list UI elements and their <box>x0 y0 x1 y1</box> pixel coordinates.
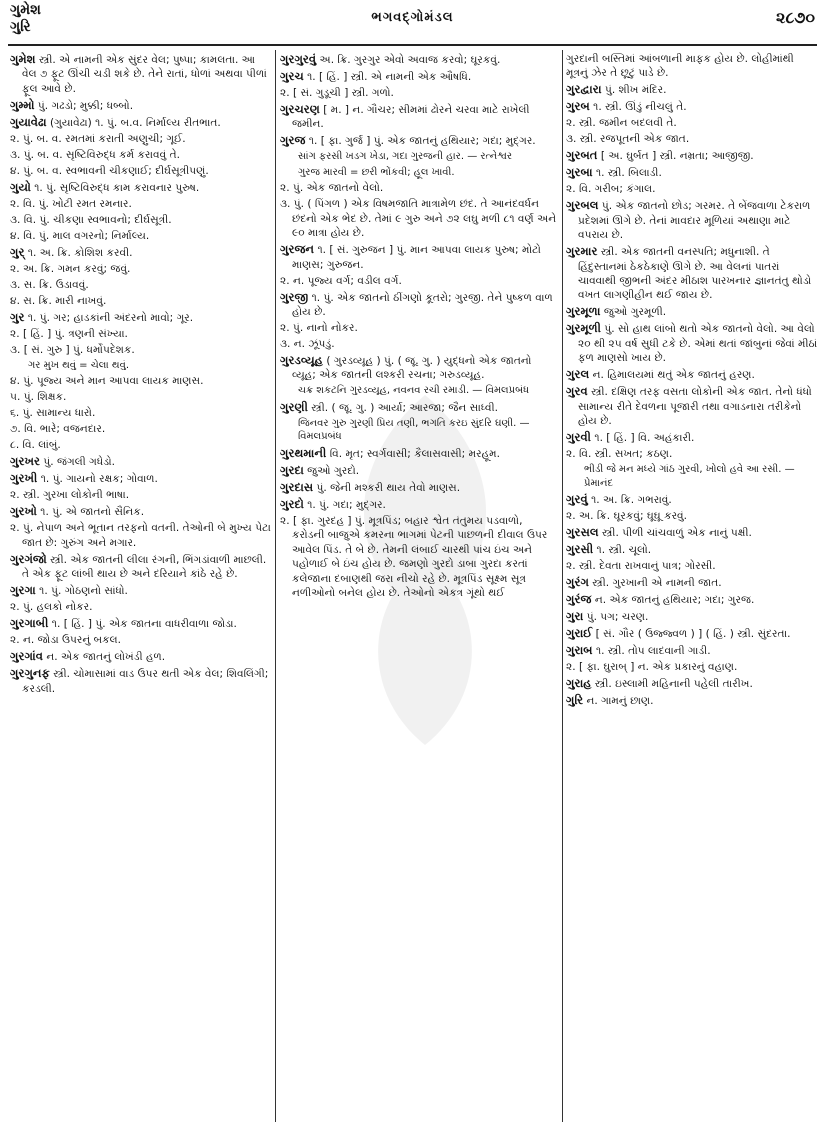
dictionary-entry <box>280 133 558 148</box>
dictionary-entry <box>10 245 271 260</box>
headword: ગુરાબ <box>566 643 593 658</box>
dictionary-entry <box>566 165 818 180</box>
sub-definition: ૪. પું. બ. વ. સ્વભાવની ચીકણાઈ; દીર્ઘસૂત્રીપણું. <box>10 164 209 177</box>
sub-definition: ૮. વિ. લાંબું. <box>10 439 61 452</box>
headword: ગુરગંજો <box>10 551 47 566</box>
headword: ગુરલ <box>566 367 590 382</box>
headword: ગુરવી <box>566 430 591 445</box>
sub-definition: ૨. પું. હલકો નોકર. <box>10 601 93 614</box>
sub-definition: ૨. [ ફા. ઘુરાબ્ ] ન. એક પ્રકારનું વહાણ. <box>566 661 738 674</box>
page-number: ૨૮૭૦ <box>776 8 815 27</box>
dictionary-entry <box>566 542 818 557</box>
definition-text: જુઓ ગુરમૂળી. <box>603 306 667 319</box>
definition-text: ૧. [ હિં. ] પું. એક જાતના વાધરીવાળા જોડા. <box>51 618 237 631</box>
dictionary-entry <box>280 353 558 383</box>
headword: ગુયાવેઢા <box>10 114 47 129</box>
definition-text: જુઓ ગુરદો. <box>307 464 360 477</box>
headword: ગુરખર <box>10 454 40 469</box>
definition-text: સ્ત્રી. ગુરખાની એ નામની જાત. <box>592 577 722 590</box>
definition-text: ૧. [ ફા. ગુર્જ ] પું. એક જાતનું હથિયાર; ગદા; મુદ્ગર. <box>308 135 536 148</box>
dictionary-entry <box>10 98 271 113</box>
headword: ગુરંજ <box>566 592 592 607</box>
sub-definition: ૨. અ. ક્રિ. ગમન કરવું; જવું. <box>10 262 131 275</box>
definition-text: સ્ત્રી. એક જાતની વનસ્પતિ; મધુનાશી. તે હિંદુસ્તાનમાં ઠેકઠેકાણે ઊગે છે. આ વેલનાં પાતરાં ચાવવાથી જીભની અંદર મીઠાશ પારખનાર જ્ઞાનતંતુ થોડો વખત લાગણીહીન થઈ જાય છે. <box>578 246 812 302</box>
dictionary-entry <box>280 290 558 320</box>
headword: ગુરવું <box>566 492 588 507</box>
definition-text: ૧. [ હિં. ] વિ. અહંકારી. <box>594 432 695 445</box>
column-right <box>566 52 818 1120</box>
definition-text: ૧. સ્ત્રી. ઊંડું નીચલું તે. <box>593 101 687 114</box>
continued-text: ગુરદાની બસ્તિમાં આંબળાની માફક હોય છે. લોહીમાંથી મૂત્રનું ઝેર તે છૂટું પાડે છે. <box>566 53 794 80</box>
definition-text: ન. ગામનું છાણ. <box>586 695 654 708</box>
headword: ગુરા <box>566 609 584 624</box>
dictionary-entry <box>566 525 818 540</box>
headword: ગુરદ્વારા <box>566 82 602 97</box>
sub-definition: ૪. વિ. પું. માલ વગરનો; નિર્માલ્ય. <box>10 229 150 242</box>
definition-text: ૧. [ સં. ગુરુજન ] પું. માન આપવા લાયક પુરુષ; મોટો માણસ; ગુરુજન. <box>292 244 541 271</box>
sub-definition: ૨. [ સં. ગુડૂચી ] સ્ત્રી. ગળો. <box>280 87 394 99</box>
definition-text: ૧. સ્ત્રી. તોપ લાદવાની ગાડી. <box>595 645 711 658</box>
headword: ગુમેશ <box>10 52 36 66</box>
headword: ગુરગુરવું <box>280 52 317 66</box>
dictionary-entry <box>566 592 818 607</box>
headword: ગુરગુનફ <box>10 666 50 681</box>
headword: ગુમ્મો <box>10 97 35 112</box>
dictionary-entry <box>10 504 271 519</box>
sub-definition: ૩. સ્ત્રી. રજપૂતની એક જાત. <box>566 133 690 146</box>
definition-text: ૧. પું. એ જાતનો સૈનિક. <box>40 506 145 519</box>
headword: ગુરખો <box>10 504 37 519</box>
quotation: ગુરજ મારવી = છરી ભોંકવી; હૂલ ખાવી. <box>298 166 455 178</box>
sub-definition: ૩. ન. ઝૂંપડું. <box>280 338 335 351</box>
sub-definition: ૪. પું. પૂજ્ય અને માન આપવા લાયક માણસ. <box>10 375 204 388</box>
definition-text: સ્ત્રી. ( જૂ. ગુ. ) આર્યા; આરજા; જૈન સાધ્વી. <box>311 401 499 414</box>
dictionary-entry <box>566 626 818 641</box>
sub-definition: ૩. વિ. પું. ચીકણા સ્વભાવનો; દીર્ઘસૂત્રી. <box>10 213 172 226</box>
quotation: ગર મુખ થવું = ચેલા થવું. <box>28 359 130 371</box>
dictionary-entry <box>566 575 818 590</box>
dictionary-entry <box>566 609 818 624</box>
dictionary-entry <box>566 148 818 163</box>
headword: ગુરખી <box>10 471 38 486</box>
quotation: ભીડી જે મન મધ્યે ગાંઠ ગુરવી, ખોલો હવે આ રસી. — પ્રેમાનંદ <box>584 464 795 489</box>
dictionary-entry <box>566 82 818 97</box>
headword: ગુરાઈ <box>566 626 593 641</box>
headword: ગુરબા <box>566 165 593 180</box>
definition-text: [ મ. ] ન. ગૌચર; સીમમાં ઢોરને ચરવા માટે રાખેલી જમીન. <box>292 104 530 131</box>
dictionary-entry <box>10 454 271 469</box>
sub-definition: ૨. વિ. સ્ત્રી. સખત; કઠણ. <box>566 448 673 461</box>
definition-text: ૧. પું. સૃષ્ટિવિરુદ્ધ કામ કરાવનાર પુરુષ. <box>34 181 200 194</box>
column-middle <box>280 52 558 1120</box>
definition-text: સ્ત્રી. એક જાતની લીલા રંગની, ભિંગડાંવાળી માછલી. તે એક ફૂટ લાંબી થાય છે અને દરિયાને કાંઠે રહે છે. <box>22 553 267 581</box>
dictionary-entry <box>566 244 818 303</box>
headword: ગુરાહ <box>566 676 592 691</box>
dictionary-entry <box>566 430 818 445</box>
definition-text: [ સં. ગૌર ( ઉજ્જ્વળ ) ] ( હિં. ) સ્ત્રી. સુંદરતા. <box>595 628 791 641</box>
sub-definition: ૨. સ્ત્રી. દેવતા રાખવાનું પાત્ર; ગોરસી. <box>566 560 716 573</box>
headword: ગુરબ <box>566 99 590 114</box>
page-title: ભગવદ્ગોમંડલ <box>371 10 454 25</box>
headword: ગુરબલ <box>566 198 599 213</box>
sub-definition: ૨. પું. બ. વ. રમતમાં કરાતી અણુચી; ગૂઈ. <box>10 132 186 145</box>
definition-text: ૧. સ્ત્રી. ચૂલો. <box>596 544 652 557</box>
definition-text: (ગુયાવેઢા) ૧. પું. બ.વ. નિર્માલ્ય રીતભાત. <box>50 116 221 129</box>
sub-definition: ૭. વિ. ભારે; વજનદાર. <box>10 423 106 436</box>
definition-text: ( ગુરડવ્યૂહ ) પું. ( જૂ. ગુ. ) યુદ્ધનો એક જાતનો વ્યૂહ; એક જાતની લશ્કરી રચના; ગરુડવ્યૂહ. <box>292 355 532 382</box>
dictionary-entry <box>280 497 558 512</box>
dictionary-entry <box>10 115 271 130</box>
headword: ગુર <box>10 309 25 324</box>
dictionary-entry <box>10 649 271 664</box>
definition-text: ૧. પું. ગોઠણનો સાંધો. <box>39 585 128 598</box>
sub-definition: ૨. વિ. ગરીબ; કંગાલ. <box>566 183 656 196</box>
sub-definition: ૩. પું. બ. વ. સૃષ્ટિવિરુદ્ધ કર્મ કરાવવું તે. <box>10 148 180 161</box>
sub-definition: ૫. પું. શિક્ષક. <box>10 391 67 404</box>
dictionary-entry <box>566 198 818 242</box>
sub-definition: ૨. [ ફા. ગુરદહ ] પું. મૂત્રપિંડ; બહાર શ્વેત તંતુમય પડવાળો, કરોડની બાજુએ કમરના ભાગમાં પેટની પાછળની દીવાલ ઉપર આવેલ પિંડ. તે બે છે. તેમની લંબાઈ ચારથી પાંચ ઇંચ અને પહોળાઈ બે ઇંચ હોય છે. જમણો ગુરદો ડાબા ગુરદા કરતાં કલેજાના દબાણથી જરા નીચો રહે છે. મૂત્રપિંડ સૂક્ષ્મ સૂત્ર નળીઓનો બનેલ હોય છે. તેઓનો એકત્ર ગૂંથો થઈ <box>280 514 548 599</box>
headword: ગુરબત <box>566 148 598 163</box>
headword: ગુરજન <box>280 242 315 257</box>
dictionary-entry <box>566 367 818 382</box>
definition-text: પું. સો હાથ લાંબો થતો એક જાતનો વેલો. આ વેલો ૨૦ થી ૨૫ વર્ષ સુધી ટકે છે. એમાં થતાં જાંબુનાં જેવાં મીઠાં ફળ માણસો ખાય છે. <box>578 323 818 365</box>
definition-text: પું. શીખ મંદિર. <box>604 84 667 97</box>
headword: ગુરથમાની <box>280 445 327 460</box>
sub-definition: ૨. પું. એક જાતનો વેલો. <box>280 182 384 195</box>
dictionary-entry <box>10 471 271 486</box>
dictionary-entry <box>566 384 818 428</box>
headword: ગુરસલ <box>566 525 599 540</box>
headword: ગુરગા <box>10 583 36 598</box>
dictionary-entry <box>566 321 818 365</box>
dictionary-entry <box>280 52 558 67</box>
sub-definition: ૨. વિ. પું. ખોટી રમત રમનાર. <box>10 197 132 210</box>
dictionary-entry <box>10 552 271 582</box>
sub-definition: ૨. [ હિં. ] પું. ત્રણની સંખ્યા. <box>10 327 128 340</box>
definition-text: ૧. પું. ગાયનો રક્ષક; ગોવાળ. <box>40 473 158 486</box>
dictionary-entry <box>10 616 271 631</box>
definition-text: ન. એક જાતનું લોખંડી હળ. <box>46 651 166 664</box>
dictionary-entry <box>280 463 558 478</box>
definition-text: ૧. સ્ત્રી. બિલાડી. <box>595 167 662 180</box>
definition-text: ૧. પું. ગર; હાડકાંની અંદરનો માવો; ગૂર. <box>27 311 194 324</box>
column-divider <box>562 50 563 1122</box>
definition-text: પું. જંગલી ગધેડો. <box>43 456 116 469</box>
headword: ગુરજી <box>280 289 309 304</box>
definition-text: ૧. પું. એક જાતનો ઠીંગણો કૂતરો; ગુરજી. તેને પુષ્કળ વાળ હોય છે. <box>292 291 553 319</box>
headword: ગુરદાસ <box>280 479 314 494</box>
definition-text: પું. પગ; ચરણ. <box>586 611 649 624</box>
definition-text: સ્ત્રી. ચોમાસામાં વાડ ઉપર થતી એક વેલ; શિવલિંગી; કરડલી. <box>22 668 269 695</box>
dictionary-entry <box>280 400 558 415</box>
dictionary-entry <box>280 69 558 84</box>
headword: ગુરગાંવ <box>10 649 43 664</box>
sub-definition: ૩. [ સં. ગુરુ ] પું. ધર્મોપદેશક. <box>10 343 135 356</box>
headword: ગુરજ <box>280 133 306 148</box>
sub-definition: ૨. ન. જોડા ઉપરનું બકલ. <box>10 634 122 647</box>
quotation: ચક્ર શકટનિ ગુરડવ્યૂહ, નવનવ રચી રમાડી. — વિમલપ્રબંધ <box>298 385 530 397</box>
headword: ગુર્ <box>10 244 25 259</box>
dictionary-entry <box>566 676 818 691</box>
headword: ગુરમાર <box>566 244 598 259</box>
definition-text: ૧. પું. ગદા; મુદ્ગર. <box>307 498 386 511</box>
sub-definition: ૩. પું. ( પિંગળ ) એક વિષમજાતિ માત્રામેળ છંદ. તે આનંદવર્ધન છંદનો એક ભેદ છે. તેમાં ૯ ગુરુ અને ૭૨ લઘુ મળી ૮૧ વર્ણ અને ૯૦ માત્રા હોય છે. <box>280 198 557 240</box>
definition-text: પું. જેની મશ્કરી થાય તેવો માણસ. <box>316 481 461 494</box>
headword: ગુરંગ <box>566 575 589 590</box>
dictionary-entry <box>10 666 271 696</box>
headword: ગુરદા <box>280 462 304 477</box>
dictionary-entry <box>280 446 558 461</box>
sub-definition: ૨. પું. નેપાળ અને ભૂતાન તરફનો વતની. તેઓની બે મુખ્ય પેટા જાત છે: ગુરુંગ અને મગાર. <box>10 522 271 549</box>
dictionary-entry <box>566 693 818 708</box>
quotation: સાંગ ફરસી ખડગ ખેડા, ગદા ગુરજની હાર. — રત્નેશ્વર <box>298 151 513 163</box>
dictionary-entry <box>280 242 558 272</box>
guide-word-top: ગુમેશ <box>10 2 41 18</box>
headword: ગુરસી <box>566 542 594 557</box>
definition-text: ૧. અ. ક્રિ. કોશિશ કરવી. <box>27 246 133 259</box>
dictionary-entry <box>280 102 558 132</box>
headword: ગુરગાબી <box>10 616 49 631</box>
headword: ગુરડવ્યૂહ <box>280 353 324 368</box>
quotation: જિનવર ગુરુ ગુરણી પ્રિય તણી, ભગતિ કરઇ સુંદરિ ઘણી. — વિમલપ્રબંધ <box>298 417 530 443</box>
dictionary-entry <box>10 583 271 598</box>
sub-definition: ૩. સ. ક્રિ. ઉડાવવું. <box>10 278 89 291</box>
sub-definition: ૨. ન. પૂજ્ય વર્ગ; વડીલ વર્ગ. <box>280 274 402 287</box>
sub-definition: ૨. સ્ત્રી. ગુરખા લોકોની ભાષા. <box>10 489 130 502</box>
definition-text: અ. ક્રિ. ગુરગુર એવો અવાજ કરવો; ઘૂરકવું. <box>319 54 501 66</box>
header-rule <box>8 44 817 46</box>
definition-text: પું. એક જાતનો છોડ; ગરમર. તે બેંજવાળા ટેકરાળ પ્રદેશમાં ઊગે છે. તેનાં માવદાર મૂળિયાં અથાણા માટે વપરાય છે. <box>578 200 811 242</box>
headword: ગુરણી <box>280 399 308 414</box>
definition-text: સ્ત્રી. દક્ષિણ તરફ વસતા લોકોની એક જાત. તેનો ધંધો સામાન્ય રીતે દેવળના પૂજારી તથા વગાડનારા તરીકેનો હોય છે. <box>578 386 812 428</box>
definition-text: ૧. [ હિં. ] સ્ત્રી. એ નામની એક ઔષધિ. <box>307 71 472 83</box>
definition-text: ન. એક જાતનું હથિયાર; ગદા; ગુરજ. <box>594 594 755 607</box>
sub-definition: ૪. સ. ક્રિ. મારી નાખવું. <box>10 294 107 307</box>
definition-text: સ્ત્રી. ઇસ્લામી મહિનાની પહેલી તારીખ. <box>594 678 753 691</box>
definition-text: ૧. અ. ક્રિ. ગભરાવું. <box>591 494 672 507</box>
column-left <box>10 52 271 1120</box>
guide-word-bottom: ગુરિ <box>10 19 31 35</box>
sub-definition: ૬. પું. સામાન્ય ધારો. <box>10 407 96 420</box>
dictionary-entry <box>10 180 271 195</box>
headword: ગુરચરણ <box>280 102 320 116</box>
dictionary-entry <box>566 492 818 507</box>
headword: ગુરમૂળી <box>566 321 602 336</box>
dictionary-entry <box>566 304 818 319</box>
headword: ગુરમૂળા <box>566 304 601 319</box>
headword: ગુરવ <box>566 384 588 399</box>
sub-definition: ૨. પું. નાનો નોકર. <box>280 322 358 335</box>
headword: ગુરચ <box>280 69 304 83</box>
dictionary-entry <box>566 643 818 658</box>
definition-text: વિ. મૃત; સ્વર્ગવાસી; કૈલાસવાસી; મરહૂમ. <box>329 447 500 460</box>
dictionary-entry <box>10 52 271 96</box>
headword: ગુરદો <box>280 496 304 511</box>
dictionary-entry <box>280 480 558 495</box>
headword: ગુરિ <box>566 693 584 708</box>
sub-definition: ૨. અ. ક્રિ. ઘૂરકવું; ઘૂઘૂ કરવું. <box>566 510 688 523</box>
dictionary-entry <box>10 310 271 325</box>
sub-definition: ૨. સ્ત્રી. જમીન બદલવી તે. <box>566 117 677 130</box>
headword: ગુયો <box>10 179 31 194</box>
definition-text: [ અ. ઘુર્બત ] સ્ત્રી. નમ્રતા; આજીજી. <box>600 150 754 163</box>
definition-text: સ્ત્રી. એ નામની એક સુંદર વેલ; પુષ્પા; કામલતા. આ વેલ ૭ ફૂટ ઊંચી ચડી શકે છે. તેને રાતાં, ધોળાં અથવા પીળાં ફૂલ આવે છે. <box>22 54 267 95</box>
column-divider <box>275 50 276 1122</box>
dictionary-entry <box>566 99 818 114</box>
definition-text: સ્ત્રી. પીળી ચાંચવાળું એક નાનું પક્ષી. <box>602 527 752 540</box>
definition-text: પું. ગઢડો; મુક્કી; ધબ્બો. <box>37 99 134 112</box>
definition-text: ન. હિમાલયમાં થતું એક જાતનું હરણ. <box>592 369 755 382</box>
